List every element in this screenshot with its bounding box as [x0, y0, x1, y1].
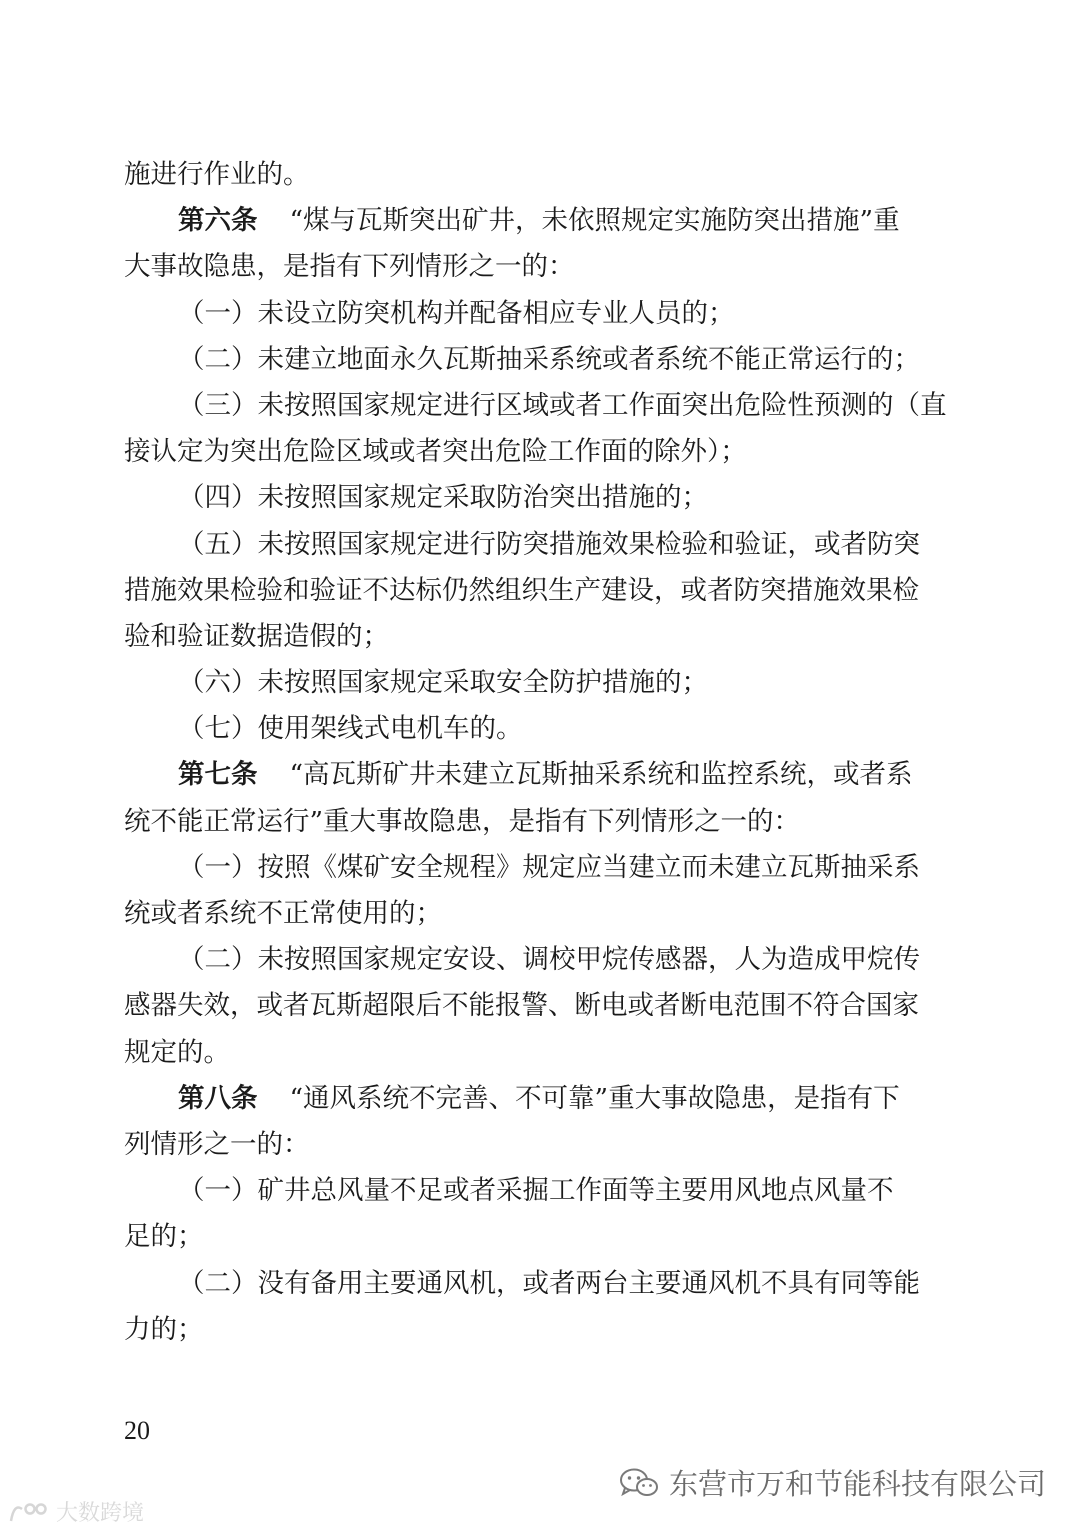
- text-line: [124, 1261, 958, 1307]
- text-line: [124, 799, 958, 845]
- line-text: “高瓦斯矿井未建立瓦斯抽采系统和监控系统，或者系: [289, 759, 913, 791]
- watermark-right-text: 东营市万和节能科技有限公司: [668, 1467, 1046, 1501]
- line-text: 验和验证数据造假的；: [124, 620, 389, 652]
- line-text: （一）未设立防突机构并配备相应专业人员的；: [178, 297, 735, 329]
- text-line: [124, 383, 958, 429]
- watermark-right: [619, 1462, 1046, 1503]
- line-text: “煤与瓦斯突出矿井，未依照规定实施防突出措施”重: [289, 205, 900, 237]
- text-line: [124, 937, 958, 983]
- watermark-left: [8, 1496, 144, 1527]
- text-line: [124, 614, 958, 660]
- line-text: （二）未按照国家规定安设、调校甲烷传感器，人为造成甲烷传: [178, 944, 920, 976]
- line-text: （七）使用架线式电机车的。: [178, 713, 523, 745]
- text-line: [124, 1307, 958, 1353]
- wechat-icon: [619, 1467, 659, 1499]
- text-line: [124, 475, 958, 521]
- line-text: （一）按照《煤矿安全规程》规定应当建立而未建立瓦斯抽采系: [178, 851, 920, 883]
- line-text: 统或者系统不正常使用的；: [124, 898, 442, 929]
- text-line: [124, 845, 958, 891]
- line-text: 统不能正常运行”重大事故隐患，是指有下列情形之一的：: [124, 805, 801, 837]
- text-line: [124, 152, 958, 198]
- text-line: [124, 244, 958, 290]
- text-line: [124, 429, 958, 475]
- text-line: [124, 522, 958, 568]
- line-text: （四）未按照国家规定采取防治突出措施的；: [178, 482, 708, 514]
- line-text: 规定的。: [124, 1036, 230, 1068]
- line-text: 大事故隐患，是指有下列情形之一的：: [124, 251, 575, 283]
- text-line: [124, 1168, 958, 1214]
- line-text: 感器失效，或者瓦斯超限后不能报警、断电或者断电范围不符合国家: [124, 990, 919, 1022]
- line-text: 力的；: [124, 1313, 204, 1345]
- text-line: [124, 660, 958, 706]
- article-number: 第七条: [178, 759, 258, 791]
- line-text: （六）未按照国家规定采取安全防护措施的；: [178, 667, 708, 699]
- page-number: 20: [124, 1416, 150, 1445]
- text-line: [124, 337, 958, 383]
- article-line: [124, 198, 958, 244]
- watermark-left-text: 大数跨境: [56, 1501, 145, 1526]
- line-text: （五）未按照国家规定进行防突措施效果检验和验证，或者防突: [178, 528, 920, 560]
- line-text: 列情形之一的：: [124, 1128, 310, 1160]
- text-line: [124, 891, 958, 937]
- text-line: [124, 706, 958, 752]
- line-text: “通风系统不完善、不可靠”重大事故隐患，是指有下: [289, 1082, 900, 1114]
- text-line: [124, 983, 958, 1029]
- line-text: （二）没有备用主要通风机，或者两台主要通风机不具有同等能: [178, 1267, 920, 1299]
- article-number: 第六条: [178, 205, 258, 237]
- text-line: [124, 1122, 958, 1168]
- article-line: [124, 1076, 958, 1122]
- line-text: （一）矿井总风量不足或者采掘工作面等主要用风地点风量不: [178, 1175, 894, 1207]
- line-text: 足的；: [124, 1221, 204, 1253]
- text-line: [124, 1214, 958, 1260]
- line-text: （二）未建立地面永久瓦斯抽采系统或者系统不能正常运行的；: [178, 343, 920, 375]
- line-text: （三）未按照国家规定进行区域或者工作面突出危险性预测的（直: [178, 389, 947, 421]
- line-text: 措施效果检验和验证不达标仍然组织生产建设，或者防突措施效果检: [124, 574, 919, 606]
- article-line: [124, 752, 958, 798]
- text-line: [124, 568, 958, 614]
- logo-icon: [8, 1499, 50, 1525]
- text-line: [124, 291, 958, 337]
- document-body: [124, 152, 958, 1353]
- line-text: 施进行作业的。: [124, 159, 310, 190]
- text-line: [124, 1030, 958, 1076]
- article-number: 第八条: [178, 1082, 258, 1114]
- line-text: 接认定为突出危险区域或者突出危险工作面的除外）；: [124, 436, 747, 468]
